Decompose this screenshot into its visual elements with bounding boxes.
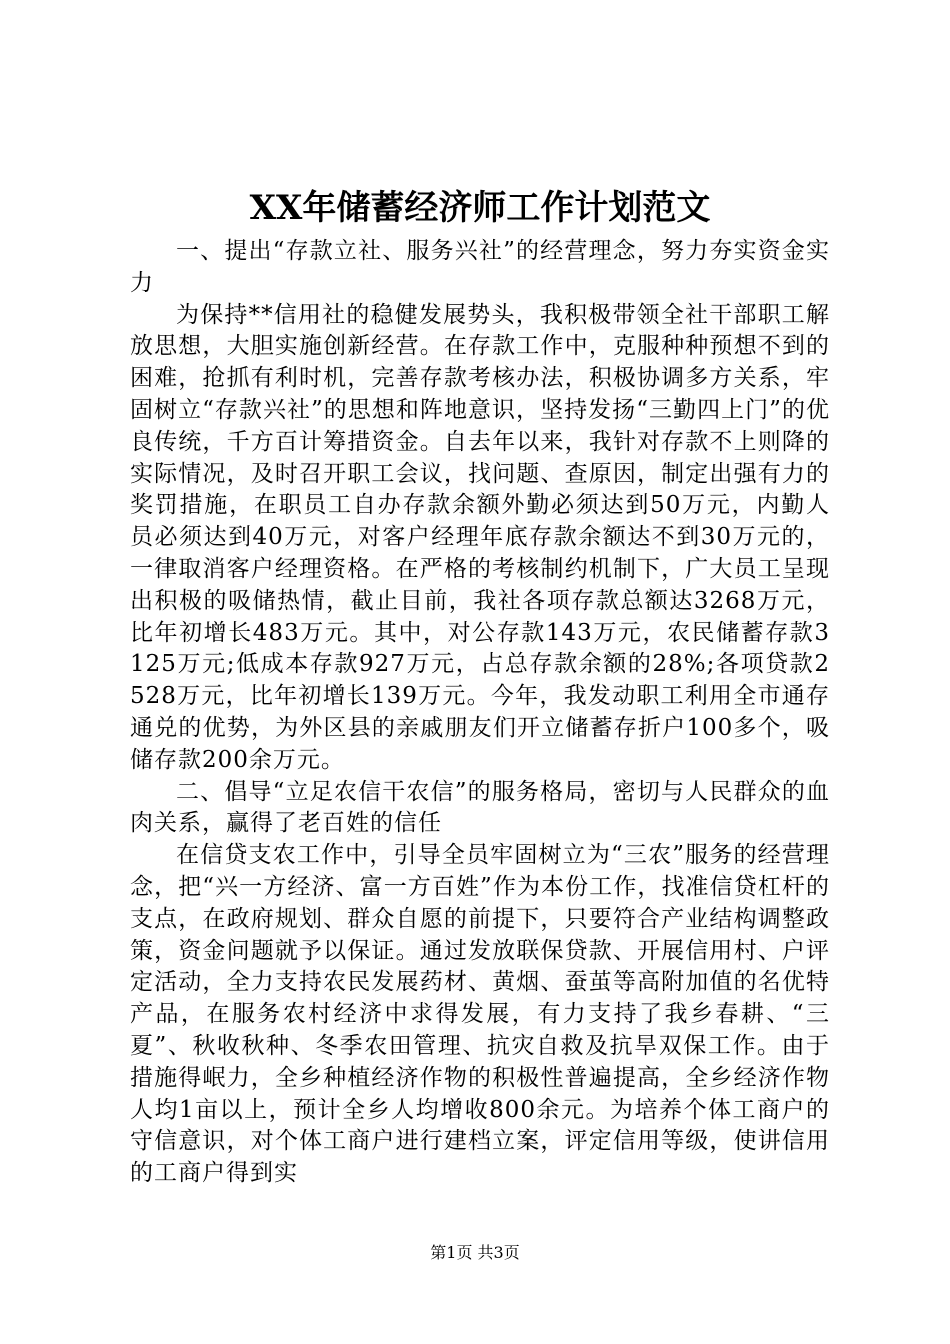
section-heading-2: 二、倡导“立足农信干农信”的服务格局，密切与人民群众的血肉关系，赢得了老百姓的信任 (130, 778, 830, 837)
page-number-footer: 第1页 共3页 (430, 1243, 520, 1262)
body-paragraph-1: 为保持**信用社的稳健发展势头，我积极带领全社干部职工解放思想，大胆实施创新经营。在存款工作中，克服种种预想不到的困难，抢抓有利时机，完善存款考核办法，积极协调多方关系，牢固树立“存款兴社”的思想和阵地意识，坚持发扬“三勤四上门”的优良传统，千方百计筹措资金。自去年以来，我针对存款不上则降的实际情况，及时召开职工会议，找问题、查原因，制定出强有力的奖罚措施，在职员工自办存款余额外勤必须达到50万元，内勤人员必须达到40万元，对客户经理年底存款余额达不到30万元的，一律取消客户经理资格。在严格的考核制约机制下，广大员工呈现出积极的吸储热情，截止目前，我社各项存款总额达3268万元，比年初增长483万元。其中，对公存款143万元，农民储蓄存款3125万元;低成本存款927万元，占总存款余额的28%;各项贷款2528万元，比年初增长139万元。今年，我发动职工利用全市通存通兑的优势，为外区县的亲戚朋友们开立储蓄存折户100多个，吸储存款200余万元。 (130, 301, 830, 773)
document-body (130, 236, 830, 1190)
section-heading-1: 一、提出“存款立社、服务兴社”的经营理念，努力夯实资金实力 (130, 238, 830, 296)
document-title: XX年储蓄经济师工作计划范文 (249, 188, 711, 228)
body-paragraph-2: 在信贷支农工作中，引导全员牢固树立为“三农”服务的经营理念，把“兴一方经济、富一方百姓”作为本份工作，找准信贷杠杆的支点，在政府规划、群众自愿的前提下，只要符合产业结构调整政策，资金问题就予以保证。通过发放联保贷款、开展信用村、户评定活动，全力支持农民发展药材、黄烟、蚕茧等高附加值的名优特产品，在服务农村经济中求得发展，有力支持了我乡春耕、“三夏”、秋收秋种、冬季农田管理、抗灾自救及抗旱双保工作。由于措施得岷力，全乡种植经济作物的积极性普遍提高，全乡经济作物人均1亩以上，预计全乡人均增收800余元。为培养个体工商户的守信意识，对个体工商户进行建档立案，评定信用等级，使讲信用的工商户得到实 (130, 842, 830, 1187)
